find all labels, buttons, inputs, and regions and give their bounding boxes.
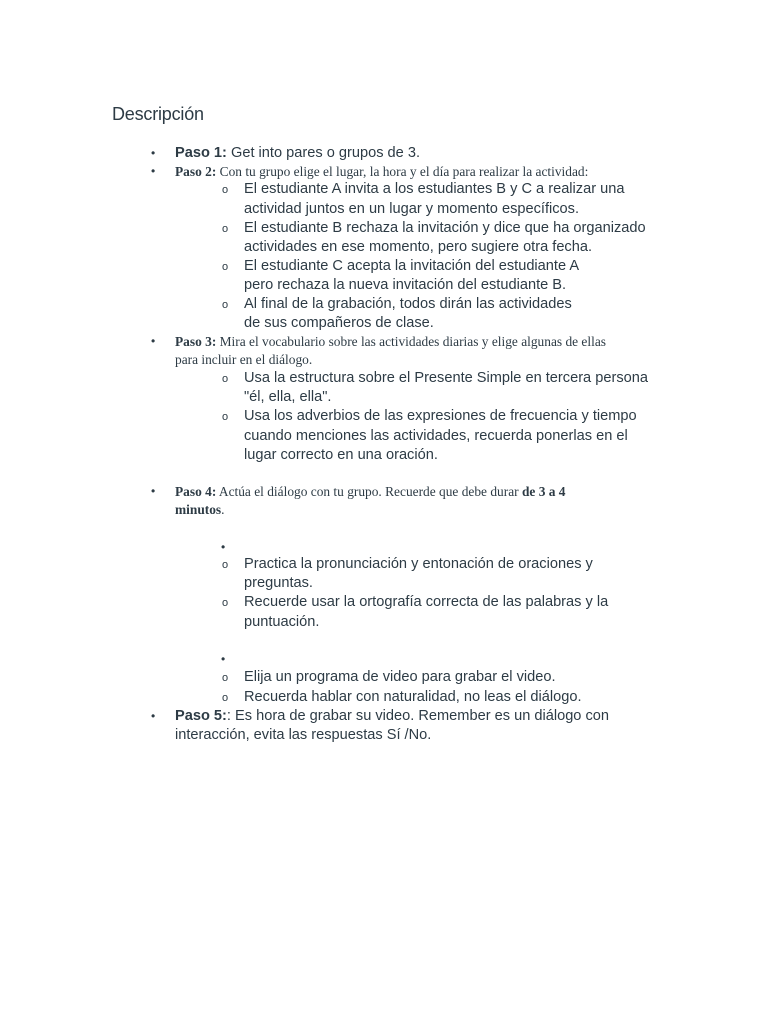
step-2-text: Con tu grupo elige el lugar, la hora y el día para realizar la actividad: bbox=[216, 164, 589, 179]
circle-bullet-icon: o bbox=[222, 597, 229, 609]
bullet-icon: • bbox=[151, 146, 156, 160]
list-item-cont: cuando menciones las actividades, recuerda ponerlas en el bbox=[244, 428, 628, 444]
list-item-cont: lugar correcto en una oración. bbox=[244, 447, 438, 463]
step-4-end: . bbox=[221, 502, 225, 517]
list-item-cont: actividades en ese momento, pero sugiere otra fecha. bbox=[244, 239, 593, 255]
step-4-cont bbox=[175, 500, 225, 519]
step-5 bbox=[175, 707, 609, 726]
list-item-cont: preguntas. bbox=[244, 575, 313, 591]
circle-bullet-icon: o bbox=[222, 184, 229, 196]
list-item: Practica la pronunciación y entonación de oraciones y bbox=[244, 556, 593, 572]
list-item: Recuerde usar la ortografía correcta de las palabras y la bbox=[244, 594, 609, 610]
list-item: Al final de la grabación, todos dirán las actividades bbox=[244, 296, 572, 312]
circle-bullet-icon: o bbox=[222, 261, 229, 273]
circle-bullet-icon: o bbox=[222, 373, 229, 385]
bullet-icon: • bbox=[151, 709, 156, 723]
bullet-icon: • bbox=[221, 540, 226, 554]
circle-bullet-icon: o bbox=[222, 672, 229, 684]
list-item: El estudiante B rechaza la invitación y dice que ha organizado bbox=[244, 220, 646, 236]
list-item-cont: "él, ella, ella". bbox=[244, 389, 332, 405]
step-5-text-cont: interacción, evita las respuestas Sí /No. bbox=[175, 727, 432, 743]
list-item: Elija un programa de video para grabar el video. bbox=[244, 669, 556, 685]
step-3-text: Mira el vocabulario sobre las actividades diarias y elige algunas de ellas bbox=[216, 334, 606, 349]
step-3 bbox=[175, 332, 606, 351]
circle-bullet-icon: o bbox=[222, 411, 229, 423]
list-item-cont: actividad juntos en un lugar y momento específicos. bbox=[244, 201, 580, 217]
step-4-duration-unit: minutos bbox=[175, 502, 222, 517]
list-item: Usa la estructura sobre el Presente Simple en tercera persona bbox=[244, 370, 648, 386]
step-3-text-cont: para incluir en el diálogo. bbox=[175, 352, 313, 367]
circle-bullet-icon: o bbox=[222, 299, 229, 311]
bullet-icon: • bbox=[151, 334, 156, 348]
list-item: Recuerda hablar con naturalidad, no leas el diálogo. bbox=[244, 689, 582, 705]
bullet-icon: • bbox=[221, 652, 226, 666]
list-item: El estudiante A invita a los estudiantes B y C a realizar una bbox=[244, 181, 625, 197]
step-1-text: Get into pares o grupos de 3. bbox=[226, 145, 421, 161]
step-4 bbox=[175, 482, 565, 501]
step-2-label: Paso 2: bbox=[175, 164, 217, 179]
step-1-label: Paso 1: bbox=[175, 145, 227, 161]
list-item-cont: pero rechaza la nueva invitación del estudiante B. bbox=[244, 277, 567, 293]
list-item-cont: de sus compañeros de clase. bbox=[244, 315, 434, 331]
list-item: El estudiante C acepta la invitación del estudiante A bbox=[244, 258, 580, 274]
step-5-text: : Es hora de grabar su video. Remember es un diálogo con bbox=[226, 708, 610, 724]
step-4-text: Actúa el diálogo con tu grupo. Recuerde que debe durar bbox=[216, 484, 522, 499]
step-2 bbox=[175, 162, 588, 181]
circle-bullet-icon: o bbox=[222, 692, 229, 704]
page-title: Descripción bbox=[112, 104, 204, 124]
step-5-label: Paso 5: bbox=[175, 708, 227, 724]
step-4-duration: de 3 a 4 bbox=[521, 484, 566, 499]
list-item: Usa los adverbios de las expresiones de frecuencia y tiempo bbox=[244, 408, 637, 424]
circle-bullet-icon: o bbox=[222, 559, 229, 571]
step-3-label: Paso 3: bbox=[175, 334, 217, 349]
bullet-icon: • bbox=[151, 164, 156, 178]
bullet-icon: • bbox=[151, 484, 156, 498]
circle-bullet-icon: o bbox=[222, 223, 229, 235]
list-item-cont: puntuación. bbox=[244, 614, 320, 630]
step-4-label: Paso 4: bbox=[175, 484, 217, 499]
step-1 bbox=[175, 144, 420, 163]
